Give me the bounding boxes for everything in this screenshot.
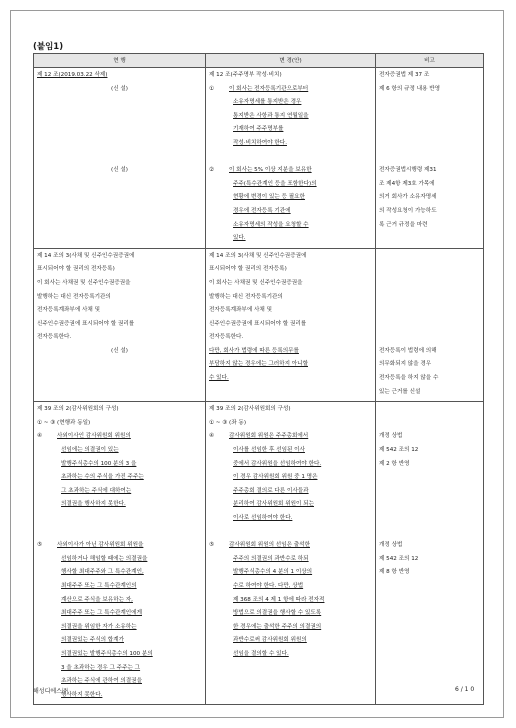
note-line: 제 2 항 반영 — [379, 460, 410, 467]
text-line — [37, 594, 202, 608]
text-line — [209, 594, 372, 608]
line-text: 이사를 선임한 후 선임된 이사 — [233, 447, 305, 454]
text-line — [209, 232, 372, 246]
line-text: 그 초과하는 주식에 대하여는 — [61, 487, 132, 494]
line-text: (신 설) — [111, 347, 128, 354]
note-line: 의 작성요청이 가능하도 — [379, 207, 437, 214]
note-line — [379, 498, 480, 512]
line-text: 이사로 선임하여야 한다. — [233, 515, 293, 521]
clause-number: ① — [209, 85, 215, 92]
text-line — [37, 151, 202, 165]
text-line — [37, 498, 202, 512]
header-notes: 비고 — [376, 54, 484, 68]
line-text: 주주의 의결권의 과반수로 하되 — [233, 555, 309, 562]
line-text: 이 회사는 사채권 및 신주인수권증권을 — [209, 279, 303, 286]
line-text: 선임에는 의결권이 있는 — [61, 447, 119, 454]
note-line: 의무화되지 않을 경우 — [379, 361, 432, 368]
line-text: 3 을 초과하는 경우 그 주주는 그 — [61, 664, 141, 671]
clause-text: 사외이사인 감사위원회 위원의 — [57, 433, 131, 440]
text-line — [209, 485, 372, 499]
line-text: 있다. — [233, 235, 246, 242]
header-current: 현 행 — [34, 54, 206, 68]
numbered-clause — [209, 164, 372, 178]
text-line — [37, 580, 202, 594]
cell-notes — [376, 68, 484, 249]
note-line — [379, 512, 480, 526]
text-line — [37, 318, 202, 332]
clause-text: 이 회사는 전자등록기관으로부터 — [229, 85, 309, 92]
line-text: 행사할 최대주주와 그 특수관계인, — [61, 569, 144, 576]
note-line: 전자증권법 제 37 조 — [379, 72, 430, 78]
text-line — [209, 263, 372, 277]
line-text: ① ~ ③ (좌 동) — [209, 419, 247, 426]
text-line — [209, 219, 372, 233]
text-line — [37, 526, 202, 540]
note-line — [379, 151, 480, 165]
text-line — [209, 553, 372, 567]
line-text: 발행하는 대신 전자등록기관의 — [37, 293, 111, 300]
clause-number: ④ — [37, 433, 43, 440]
line-text: 소유자명세를 통지받은 경우 — [233, 99, 302, 106]
line-text: 제 368 조의 4 제 1 항에 따라 전자적 — [233, 596, 325, 603]
line-text: 의결권있는 발행주식총수의 100 분의 — [61, 650, 153, 657]
line-text: 중에서 감사위원을 선임하여야 한다. — [233, 460, 322, 467]
line-text: 최대주주 또는 그 특수관계인에게 — [61, 610, 142, 617]
note-line: 개정 상법 — [379, 433, 403, 440]
text-line — [37, 634, 202, 648]
text-line — [209, 137, 372, 151]
line-text: 발행하는 대신 전자등록기관의 — [209, 293, 283, 300]
line-text: 발행주식총수의 4 분의 1 이상의 — [233, 569, 313, 576]
text-line — [209, 498, 372, 512]
text-line — [37, 607, 202, 621]
line-text: 다만, 회사가 법령에 따른 등록의무를 — [209, 347, 299, 354]
line-text: 분리하여 감사위원회 위원이 되는 — [233, 501, 314, 508]
clause-number: ④ — [209, 433, 215, 440]
text-line — [37, 304, 202, 318]
text-line — [209, 345, 372, 359]
line-text: 부담하지 않는 경우에는 그러하지 아니할 — [209, 361, 308, 368]
text-line — [37, 345, 202, 359]
text-line — [37, 621, 202, 635]
line-text: 주주총회 결의로 다른 이사들과 — [233, 487, 309, 494]
line-text: 의결권을 행사하지 못한다. — [61, 501, 126, 508]
numbered-clause — [209, 539, 372, 553]
line-text: 행사하지 못한다. — [61, 691, 103, 698]
note-line: 제 8 항 반영 — [379, 569, 410, 576]
text-line — [209, 471, 372, 485]
attachment-title: (붙임1) — [33, 42, 64, 52]
line-text: 선임을 결의할 수 있다. — [233, 650, 289, 657]
text-line — [37, 458, 202, 472]
line-text: 전자등록계좌부에 사채 및 — [209, 307, 272, 314]
text-line — [37, 444, 202, 458]
footer-company: 해성디에스㈜ — [33, 688, 68, 695]
line-text: 초과하는 수의 주식을 가진 주주는 — [61, 474, 144, 481]
clause-text: 사외이사가 아닌 감사위원회 위원을 — [57, 542, 144, 549]
header-proposed: 변 경(안) — [206, 54, 376, 68]
line-text: 현황에 변경이 있는 등 필요한 — [233, 194, 305, 201]
line-text: 제 39 조의 2(감사위원회의 구성) — [37, 406, 119, 413]
text-line — [209, 277, 372, 291]
note-line: 록 근거 규정을 마련 — [379, 221, 428, 228]
text-line — [37, 471, 202, 485]
line-text: 경우에 전자등록 기관에 — [233, 207, 291, 214]
line-text: 표시되어야 할 권리의 전자등록) — [209, 266, 287, 273]
note-line: 전자등록이 법령에 의해 — [379, 347, 437, 354]
text-line — [37, 331, 202, 345]
note-line — [379, 304, 480, 318]
line-text: 최대주주 또는 그 특수관계인의 — [61, 582, 137, 589]
line-text: 수로 하여야 한다. 다만, 상법 — [233, 582, 304, 589]
text-line — [209, 607, 372, 621]
line-text: 제 14 조의 3(사채 및 신주인수권증권에 — [209, 252, 307, 259]
line-text: 통지받은 사항과 통지 연월일을 — [233, 112, 309, 119]
note-line: 개정 상법 — [379, 542, 403, 549]
line-text: 이 회사는 사채권 및 신주인수권증권을 — [37, 279, 131, 286]
clause-text: 이 회사는 5% 이상 지분을 보유한 — [229, 167, 312, 174]
text-line — [209, 417, 372, 431]
line-text: 방법으로 의결권을 행사할 수 있도록 — [233, 610, 322, 617]
text-line — [37, 263, 202, 277]
cell-proposed — [206, 248, 376, 402]
text-line — [37, 417, 202, 431]
clause-number: ⑤ — [209, 542, 215, 549]
line-text: 신주인수권증권에 표시되어야 할 권리를 — [37, 320, 135, 327]
text-line — [37, 662, 202, 676]
line-text: 전자등록한다. — [37, 334, 72, 341]
clause-number: ② — [209, 167, 215, 174]
text-line — [37, 485, 202, 499]
header-row — [34, 54, 484, 68]
line-text: 과반수로써 감사위원회 위원의 — [233, 637, 307, 644]
line-text: 제 14 조의 3(사채 및 신주인수권증권에 — [37, 252, 135, 259]
text-line — [209, 580, 372, 594]
text-line — [209, 191, 372, 205]
text-line — [209, 178, 372, 192]
line-text: 계산으로 주식을 보유하는 자, — [61, 596, 133, 603]
cell-proposed — [206, 402, 376, 705]
note-line: 전자등록을 하지 않을 수 — [379, 375, 439, 382]
text-line — [209, 444, 372, 458]
note-line — [379, 291, 480, 305]
text-line — [209, 648, 372, 662]
text-line — [209, 304, 372, 318]
text-line — [37, 123, 202, 137]
line-text: 초과하는 주식에 관하여 의결권을 — [61, 678, 142, 685]
line-text: 선임하거나 해임할 때에는 의결권을 — [61, 555, 148, 562]
note-line — [379, 403, 480, 417]
numbered-clause — [209, 83, 372, 97]
text-line — [209, 634, 372, 648]
line-text: 발행주식총수의 100 분의 3 을 — [61, 460, 137, 467]
note-line — [379, 123, 480, 137]
text-line — [209, 205, 372, 219]
table-row — [34, 402, 484, 705]
text-line — [209, 358, 372, 372]
note-line — [379, 331, 480, 345]
text-line — [209, 621, 372, 635]
line-text: 한 경우에는 출석한 주주의 의결권의 — [233, 623, 322, 630]
line-text: 기재하여 주주명부를 — [233, 126, 284, 133]
text-line — [37, 512, 202, 526]
text-line — [37, 137, 202, 151]
text-line — [37, 96, 202, 110]
note-line — [379, 110, 480, 124]
table-row — [34, 68, 484, 249]
cell-notes — [376, 248, 484, 402]
text-line — [209, 123, 372, 137]
line-text: (신 설) — [111, 167, 128, 174]
text-line — [209, 458, 372, 472]
text-line — [37, 69, 202, 83]
note-line: 조 제4항 제3호 가목에 — [379, 180, 435, 187]
numbered-clause — [37, 539, 202, 553]
text-line — [209, 96, 372, 110]
line-text: 주주(특수관계인 등을 포함한다)의 — [233, 180, 317, 187]
line-text: (신 설) — [111, 85, 128, 92]
note-line — [379, 263, 480, 277]
line-text: 표시되어야 할 권리의 전자등록) — [37, 266, 115, 273]
line-text: 제 12 조(주주명부 작성·비치) — [209, 72, 282, 78]
note-line: 의거 회사가 소유자명세 — [379, 194, 437, 201]
note-line: 제 542 조의 12 — [379, 555, 419, 562]
note-line: 있는 근거를 신설 — [379, 388, 421, 395]
cell-notes — [376, 402, 484, 705]
note-line — [379, 137, 480, 151]
text-line — [37, 291, 202, 305]
line-text: 이 경우 감사위원회 위원 중 1 명은 — [233, 474, 318, 481]
text-line — [37, 83, 202, 97]
cell-proposed — [206, 68, 376, 249]
note-line — [379, 96, 480, 110]
cell-current — [34, 402, 206, 705]
text-line — [209, 403, 372, 417]
text-line — [209, 151, 372, 165]
note-line: 전자증권법시행령 제31 — [379, 167, 437, 174]
line-text: 제 39 조의 2(감사위원회의 구성) — [209, 406, 291, 413]
text-line — [209, 566, 372, 580]
table-row — [34, 248, 484, 402]
text-line — [209, 69, 372, 83]
line-text: 의결권을 위임한 자가 소유하는 — [61, 623, 137, 630]
text-line — [209, 250, 372, 264]
text-line — [37, 250, 202, 264]
clause-number: ⑤ — [37, 542, 43, 549]
text-line — [209, 291, 372, 305]
line-text: 전자등록계좌부에 사채 및 — [37, 307, 100, 314]
text-line — [209, 318, 372, 332]
text-line — [209, 372, 372, 386]
note-line — [379, 277, 480, 291]
note-line — [379, 417, 480, 431]
text-line — [37, 403, 202, 417]
line-text: 제 12 조(2019.03.22 삭제) — [37, 72, 108, 78]
line-text: 의결권있는 주식의 합계가 — [61, 637, 124, 644]
clause-text: 감사위원회 위원은 주주총회에서 — [229, 433, 309, 440]
line-text: 작성·비치하여야 한다. — [233, 139, 287, 146]
clause-text: 감사위원회 위원의 선임은 출석한 — [229, 542, 310, 549]
text-line — [37, 110, 202, 124]
text-line — [37, 648, 202, 662]
note-line — [379, 318, 480, 332]
line-text: 수 있다. — [209, 375, 229, 382]
note-line — [379, 250, 480, 264]
comparison-table — [33, 53, 484, 705]
note-line: 제 542 조의 12 — [379, 447, 419, 454]
text-line — [209, 512, 372, 526]
cell-current — [34, 248, 206, 402]
note-line — [379, 526, 480, 540]
text-line — [37, 277, 202, 291]
page-number: 6 / 1 0 — [455, 686, 475, 693]
note-line — [379, 485, 480, 499]
text-line — [37, 553, 202, 567]
note-line — [379, 471, 480, 485]
line-text: 신주인수권증권에 표시되어야 할 권리를 — [209, 320, 307, 327]
text-line — [37, 164, 202, 178]
note-line: 제 6 항의 규정 내용 반영 — [379, 85, 441, 92]
line-text: ① ~ ③ (현행과 동일) — [37, 419, 91, 426]
text-line — [37, 566, 202, 580]
text-line — [209, 110, 372, 124]
text-line — [209, 331, 372, 345]
numbered-clause — [209, 430, 372, 444]
numbered-clause — [37, 430, 202, 444]
line-text: 전자등록한다. — [209, 334, 244, 341]
text-line — [209, 526, 372, 540]
cell-current — [34, 68, 206, 249]
line-text: 소유자명세의 작성을 요청할 수 — [233, 221, 309, 228]
